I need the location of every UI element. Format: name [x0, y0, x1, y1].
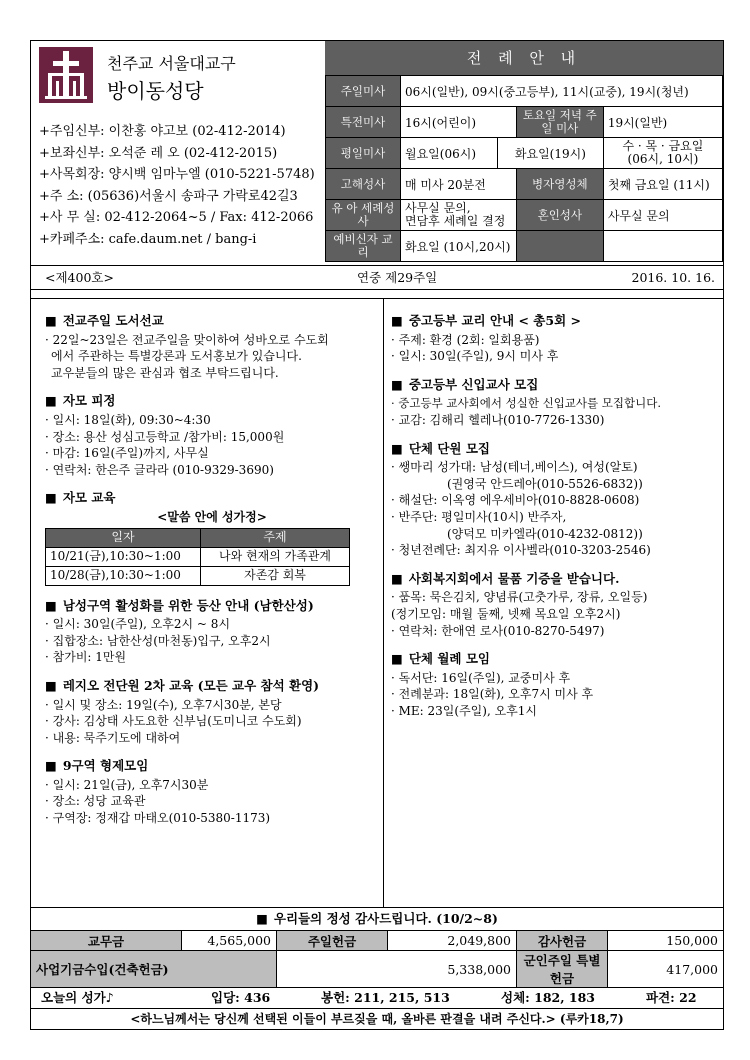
notice-section — [45, 598, 379, 666]
right-column — [391, 313, 717, 731]
offering-value: 5,338,000 — [277, 951, 517, 988]
offering-table — [31, 931, 723, 988]
offering-label: 감사헌금 — [517, 931, 608, 951]
special-mass-value: 16시(어린이) — [401, 107, 517, 138]
liturgy-title: 전 례 안 내 — [325, 41, 723, 75]
infant-baptism-label: 유 아 세례성사 — [326, 200, 401, 231]
notice-section — [45, 678, 379, 746]
clergy-contacts — [39, 121, 315, 251]
notice-line: · 청년전례단: 최지유 이사벨라(010-3203-2546) — [391, 543, 651, 558]
notice-line: · 강사: 김상태 사도요한 신부님(도미니코 수도회) — [45, 714, 302, 729]
notice-line: · 연락처: 한애연 로사(010-8270-5497) — [391, 623, 605, 638]
table-cell: 10/21(금),10:30~1:00 — [46, 547, 201, 566]
bulletin-page — [30, 40, 724, 1030]
offering-label: 사업기금수입(건축헌금) — [31, 951, 277, 988]
notice-title: ■ 단체 월례 모임 — [391, 651, 717, 668]
notice-line: · ME: 23일(주일), 오후1시 — [391, 703, 537, 718]
table-row — [46, 566, 350, 585]
notice-line: · 일시: 21일(금), 오후7시30분 — [45, 777, 209, 792]
table-row — [46, 547, 350, 566]
catechumen-label: 예비신자 교 리 — [326, 231, 401, 262]
offering-label: 주일헌금 — [277, 931, 388, 951]
offering-section — [31, 908, 723, 1029]
weekday-monday: 월요일(06시) — [401, 138, 498, 169]
notice-section — [45, 758, 379, 826]
weekday-other-days: 수 · 목 · 금요일 — [622, 139, 704, 153]
notice-line: · 참가비: 1만원 — [45, 650, 127, 665]
special-mass-label: 특전미사 — [326, 107, 401, 138]
notice-line: · 품목: 묵은김치, 양념류(고춧가루, 장류, 오일등) — [391, 590, 648, 605]
contact-line: +카페주소: cafe.daum.net / bang-i — [39, 231, 257, 247]
hymn-label: 오늘의 성가♪ — [41, 990, 114, 1005]
liturgy-table — [325, 75, 723, 262]
offering-title: ■ 우리들의 정성 감사드립니다. (10/2~8) — [31, 908, 723, 931]
notice-title: ■ 단체 단원 모집 — [391, 441, 717, 458]
bulletin-header — [31, 41, 723, 290]
table-cell: 자존감 회복 — [201, 566, 350, 585]
notice-section — [45, 313, 379, 381]
education-subtitle: <말씀 안에 성가정> — [157, 509, 267, 524]
notice-line: · 구역장: 정재갑 마태오(010-5380-1173) — [45, 811, 271, 826]
notice-line: · 내용: 묵주기도에 대하여 — [45, 730, 181, 745]
contact-line: +사목회장: 양시백 임마누엘 (010-5221-5748) — [39, 167, 315, 183]
notice-title: ■ 사회복지회에서 물품 기증을 받습니다. — [391, 571, 717, 588]
notice-section — [391, 571, 717, 639]
notice-section — [391, 313, 717, 365]
hymn-offertory: 봉헌: 211, 215, 513 — [321, 990, 450, 1005]
notice-section — [391, 441, 717, 559]
notice-line: · 반주단: 평일미사(10시) 반주자, — [391, 509, 567, 524]
notice-section — [45, 393, 379, 478]
notice-line: 교우분들의 많은 관심과 협조 부탁드립니다. — [51, 365, 279, 380]
weekday-tuesday: 화요일(19시) — [498, 138, 604, 169]
notice-section — [391, 377, 717, 429]
notice-line: (권영국 안드레아(010-5526-6832)) — [447, 476, 643, 491]
notice-line: · 22일~23일은 전교주일을 맞이하여 성바오로 수도회 — [45, 332, 329, 347]
notice-title: ■ 자모 교육 — [45, 490, 379, 507]
offering-label: 교무금 — [31, 931, 182, 951]
contact-line: +보좌신부: 오석준 레 오 (02-412-2015) — [39, 145, 278, 161]
sick-communion-label: 병자영성체 — [516, 169, 603, 200]
offering-value: 2,049,800 — [388, 931, 517, 951]
notice-line: · 일시: 18일(화), 09:30~4:30 — [45, 412, 211, 427]
notice-line: · 쌩마리 성가대: 남성(테너,베이스), 여성(알토) — [391, 460, 638, 475]
marriage-value: 사무실 문의 — [603, 200, 722, 231]
offering-value: 4,565,000 — [182, 931, 277, 951]
offering-value: 150,000 — [608, 931, 724, 951]
notice-line: · 장소: 성당 교육관 — [45, 794, 146, 809]
offering-label: 군인주일 특별헌금 — [517, 951, 608, 988]
notice-line: (정기모임: 매월 둘째, 넷째 목요일 오후2시) — [391, 606, 621, 621]
contact-line: +주 소: (05636)서울시 송파구 가락로42길3 — [39, 188, 298, 204]
weekday-other-times: (06시, 10시) — [627, 152, 699, 166]
notice-line: (양덕모 미카엘라(010-4232-0812)) — [447, 526, 643, 541]
infant-baptism-line: 면담후 세례일 결정 — [405, 214, 506, 228]
empty-value — [603, 231, 722, 262]
notice-line: · 해설단: 이옥영 에우세비아(010-8828-0608) — [391, 493, 640, 508]
hymn-communion: 성체: 182, 183 — [501, 990, 596, 1005]
notice-line: · 마감: 16일(주일)까지, 사무실 — [45, 446, 209, 461]
notice-title: ■ 전교주일 도서선교 — [45, 313, 379, 330]
notice-line: · 중고등부 교사회에서 성실한 신입교사를 모집합니다. — [391, 396, 661, 411]
education-table — [45, 528, 350, 586]
left-column — [45, 313, 379, 839]
hymn-bar — [31, 988, 723, 1009]
notice-title: ■ 9구역 형제모임 — [45, 758, 379, 775]
notice-line: · 독서단: 16일(주일), 교중미사 후 — [391, 670, 571, 685]
sunday-mass-value: 06시(일반), 09시(중고등부), 11시(교중), 19시(청년) — [401, 76, 723, 107]
diocese-name: 천주교 서울대교구 — [107, 54, 236, 73]
notice-line: · 주제: 환경 (2회: 일회용품) — [391, 332, 540, 347]
notice-line: · 전례분과: 18일(화), 오후7시 미사 후 — [391, 687, 594, 702]
catechumen-value: 화요일 (10시,20시) — [401, 231, 517, 262]
weekday-other — [603, 138, 722, 169]
notice-line: · 일시 및 장소: 19일(수), 오후7시30분, 본당 — [45, 697, 282, 712]
notice-title: ■ 남성구역 활성화를 위한 등산 안내 (남한산성) — [45, 598, 379, 615]
empty-label — [516, 231, 603, 262]
church-info — [31, 41, 324, 265]
sunday-mass-label: 주일미사 — [326, 76, 401, 107]
column-divider — [383, 299, 384, 907]
contact-line: +주임신부: 이찬홍 야고보 (02-412-2014) — [39, 124, 286, 139]
notice-title: ■ 중고등부 신입교사 모집 — [391, 377, 717, 394]
notice-section — [45, 490, 379, 585]
issue-number: <제400호> — [45, 270, 114, 285]
notice-title: ■ 자모 피정 — [45, 393, 379, 410]
church-logo-icon — [39, 47, 93, 103]
notice-title: ■ 레지오 전단원 2차 교육 (모든 교우 참석 환영) — [45, 678, 379, 695]
contact-line: +사 무 실: 02-412-2064~5 / Fax: 412-2066 — [39, 210, 314, 226]
table-header: 일자 — [46, 528, 201, 547]
issue-date: 2016. 10. 16. — [631, 270, 715, 285]
confession-label: 고해성사 — [326, 169, 401, 200]
spacer — [31, 290, 723, 299]
notice-line: · 연락처: 한은주 글라라 (010-9329-3690) — [45, 462, 274, 477]
marriage-label: 혼인성사 — [516, 200, 603, 231]
notice-line: · 일시: 30일(주일), 9시 미사 후 — [391, 349, 559, 364]
sick-communion-value: 첫째 금요일 (11시) — [603, 169, 722, 200]
liturgy-guide — [325, 41, 723, 265]
liturgical-week: 연중 제29주일 — [357, 270, 438, 285]
table-cell: 나와 현재의 가족관계 — [201, 547, 350, 566]
hymn-entry: 입당: 436 — [211, 990, 271, 1005]
scripture-verse: <하느님께서는 당신께 선택된 이들이 부르짖을 때, 올바른 판결을 내려 주신다.> (루카18,7) — [130, 1012, 624, 1026]
saturday-mass-value: 19시(일반) — [603, 107, 722, 138]
table-cell: 10/28(금),10:30~1:00 — [46, 566, 201, 585]
offering-value: 417,000 — [608, 951, 724, 988]
notice-line: · 장소: 용산 성심고등학교 /참가비: 15,000원 — [45, 429, 285, 444]
weekday-mass-label: 평일미사 — [326, 138, 401, 169]
notice-line: · 집합장소: 남한산성(마천동)입구, 오후2시 — [45, 633, 271, 648]
notice-line: · 일시: 30일(주일), 오후2시 ~ 8시 — [45, 617, 231, 632]
confession-value: 매 미사 20분전 — [401, 169, 517, 200]
infant-baptism-value — [401, 200, 517, 231]
notice-section — [391, 651, 717, 719]
issue-bar — [31, 265, 723, 290]
parish-name: 방이동성당 — [107, 79, 204, 103]
notice-line: · 교감: 김해리 헬레나(010-7726-1330) — [391, 412, 605, 427]
table-header: 주제 — [201, 528, 350, 547]
saturday-mass-label: 토요일 저녁 주일 미사 — [516, 107, 603, 138]
notice-title: ■ 중고등부 교리 안내 < 총5회 > — [391, 313, 717, 330]
notices — [31, 299, 723, 908]
infant-baptism-line: 사무실 문의, — [405, 201, 471, 215]
notice-line: 에서 주관하는 특별강론과 도서홍보가 있습니다. — [51, 349, 302, 364]
hymn-dismissal: 파견: 22 — [646, 990, 697, 1005]
